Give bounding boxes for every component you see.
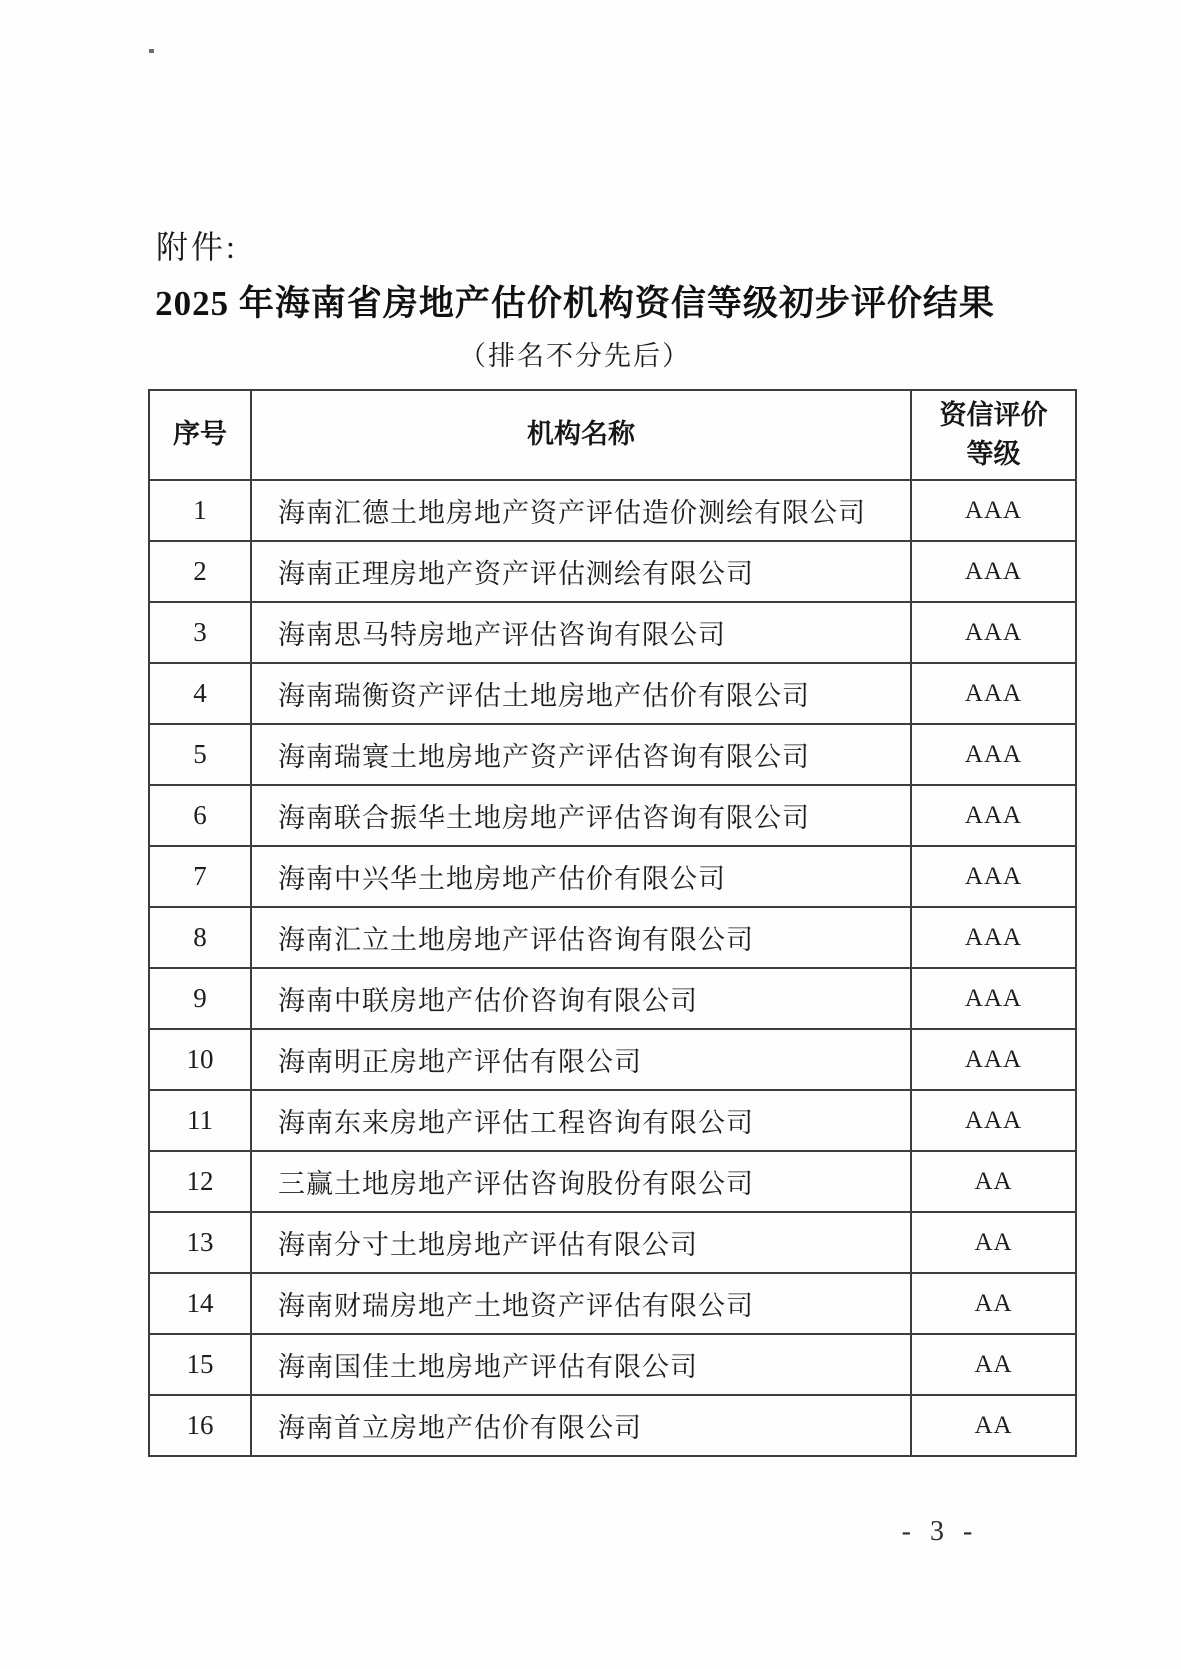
rating-table <box>148 389 1077 1457</box>
agency-name: 海南中兴华土地房地产估价有限公司 <box>251 846 911 907</box>
row-index: 5 <box>149 724 251 785</box>
credit-rating: AAA <box>911 968 1076 1029</box>
row-index: 2 <box>149 541 251 602</box>
agency-name: 海南联合振华土地房地产评估咨询有限公司 <box>251 785 911 846</box>
table-row <box>149 602 1076 663</box>
row-index: 8 <box>149 907 251 968</box>
credit-rating: AA <box>911 1334 1076 1395</box>
agency-name: 三赢土地房地产评估咨询股份有限公司 <box>251 1151 911 1212</box>
table-row <box>149 907 1076 968</box>
agency-name: 海南思马特房地产评估咨询有限公司 <box>251 602 911 663</box>
page-subtitle: （排名不分先后） <box>459 341 691 371</box>
column-header-rating <box>911 390 1076 480</box>
row-index: 7 <box>149 846 251 907</box>
page-number: - 3 - <box>901 1516 979 1547</box>
table-row <box>149 1273 1076 1334</box>
agency-name: 海南正理房地产资产评估测绘有限公司 <box>251 541 911 602</box>
scan-artifact-dot <box>149 49 154 53</box>
row-index: 10 <box>149 1029 251 1090</box>
table-row <box>149 1029 1076 1090</box>
table-row <box>149 724 1076 785</box>
table-row <box>149 1395 1076 1456</box>
credit-rating: AAA <box>911 724 1076 785</box>
table-row <box>149 968 1076 1029</box>
agency-name: 海南东来房地产评估工程咨询有限公司 <box>251 1090 911 1151</box>
row-index: 4 <box>149 663 251 724</box>
agency-name: 海南明正房地产评估有限公司 <box>251 1029 911 1090</box>
table-row <box>149 785 1076 846</box>
row-index: 14 <box>149 1273 251 1334</box>
column-header-no: 序号 <box>149 390 251 480</box>
credit-rating: AAA <box>911 1090 1076 1151</box>
agency-name: 海南首立房地产估价有限公司 <box>251 1395 911 1456</box>
column-header-rating-line1: 资信评价 <box>939 399 1048 430</box>
credit-rating: AA <box>911 1151 1076 1212</box>
table-row <box>149 1334 1076 1395</box>
row-index: 13 <box>149 1212 251 1273</box>
credit-rating: AAA <box>911 602 1076 663</box>
agency-name: 海南瑞寰土地房地产资产评估咨询有限公司 <box>251 724 911 785</box>
table-header-row <box>149 390 1076 480</box>
credit-rating: AA <box>911 1273 1076 1334</box>
agency-name: 海南中联房地产估价咨询有限公司 <box>251 968 911 1029</box>
table-row <box>149 1212 1076 1273</box>
row-index: 16 <box>149 1395 251 1456</box>
credit-rating: AAA <box>911 846 1076 907</box>
credit-rating: AAA <box>911 663 1076 724</box>
page-title: 2025 年海南省房地产估价机构资信等级初步评价结果 <box>155 284 995 323</box>
column-header-name: 机构名称 <box>251 390 911 480</box>
agency-name: 海南瑞衡资产评估土地房地产估价有限公司 <box>251 663 911 724</box>
agency-name: 海南财瑞房地产土地资产评估有限公司 <box>251 1273 911 1334</box>
credit-rating: AAA <box>911 907 1076 968</box>
row-index: 6 <box>149 785 251 846</box>
column-header-rating-line2: 等级 <box>966 439 1021 469</box>
row-index: 15 <box>149 1334 251 1395</box>
table-row <box>149 541 1076 602</box>
table-row <box>149 846 1076 907</box>
row-index: 11 <box>149 1090 251 1151</box>
credit-rating: AA <box>911 1395 1076 1456</box>
table-row <box>149 1151 1076 1212</box>
credit-rating: AAA <box>911 541 1076 602</box>
table-row <box>149 1090 1076 1151</box>
row-index: 1 <box>149 480 251 541</box>
row-index: 12 <box>149 1151 251 1212</box>
attachment-label: 附件: <box>156 229 238 265</box>
credit-rating: AA <box>911 1212 1076 1273</box>
agency-name: 海南汇德土地房地产资产评估造价测绘有限公司 <box>251 480 911 541</box>
credit-rating: AAA <box>911 480 1076 541</box>
agency-name: 海南国佳土地房地产评估有限公司 <box>251 1334 911 1395</box>
credit-rating: AAA <box>911 1029 1076 1090</box>
table-row <box>149 663 1076 724</box>
row-index: 9 <box>149 968 251 1029</box>
agency-name: 海南分寸土地房地产评估有限公司 <box>251 1212 911 1273</box>
credit-rating: AAA <box>911 785 1076 846</box>
table-row <box>149 480 1076 541</box>
agency-name: 海南汇立土地房地产评估咨询有限公司 <box>251 907 911 968</box>
row-index: 3 <box>149 602 251 663</box>
